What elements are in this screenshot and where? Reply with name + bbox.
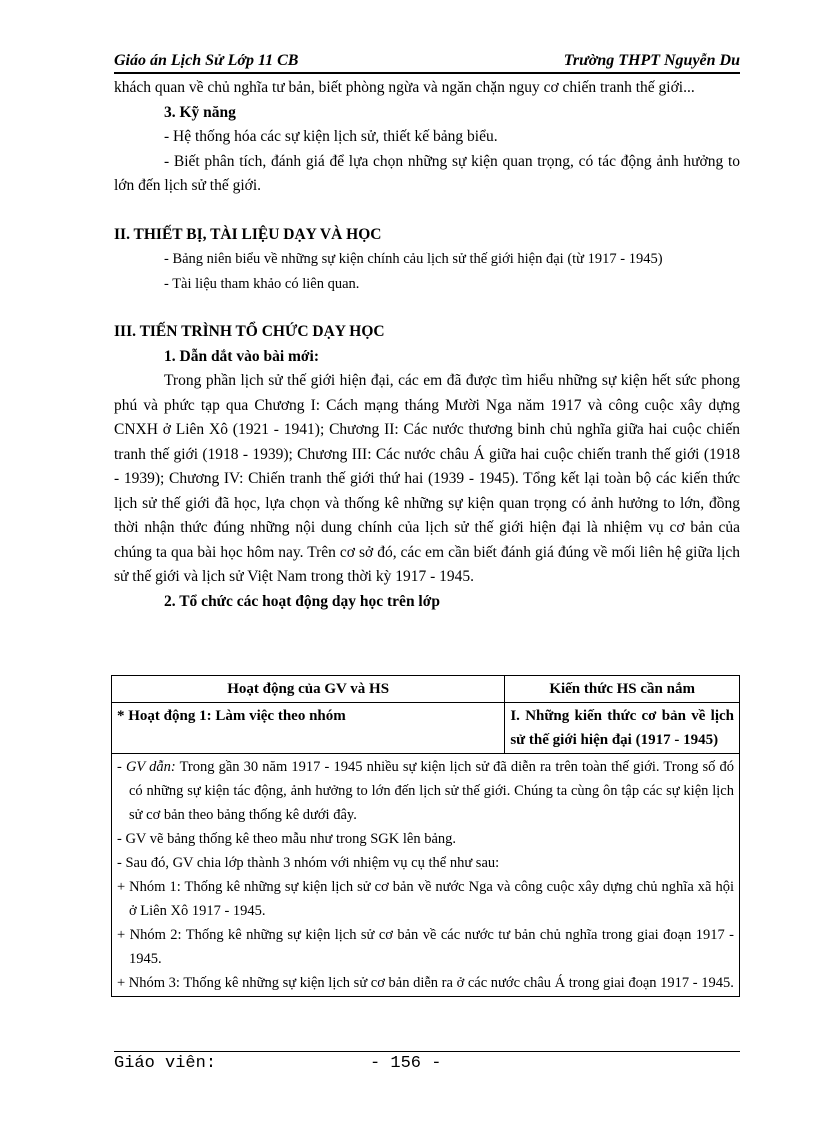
lead-in-text: Trong phần lịch sử thế giới hiện đại, các em đã được tìm hiểu những sự kiện hết sức phong phú và phức tạp qua Chương I: Cách mạng tháng Mười Nga năm 1917 và công cuộc xây dựng CNXH ở Liên Xô (1921 - 1941); Chương II: Các nước thương binh chủ nghĩa giữa hai cuộc chiến tranh thế giới (1918 - 1939); Chương III: Các nước châu Á giữa hai cuộc chiến tranh thế giới (1918 - 1939); Chương IV: Chiến tranh thế giới thứ hai (1939 - 1945). Tổng kết lại toàn bộ các kiến thức lịch sử thế giới đã học, lựa chọn và thống kê những sự kiện quan trọng có ảnh hưởng to lớn, đồng thời nhận thức đúng những nội dung chính của lịch sử thế giới hiện đại là nhiệm vụ cơ bản của chúng ta qua bài học hôm nay. Trên cơ sở đó, các em cần biết đánh giá đúng về mối liên hệ giữa lịch sử thế giới và lịch sử Việt Nam trong thời kỳ 1917 - 1945. bbox=[114, 372, 740, 585]
table-row bbox=[112, 754, 740, 997]
list-item: - GV vẽ bảng thống kê theo mẫu như trong SGK lên bảng. bbox=[117, 831, 457, 847]
gv-intro-line: - GV dẫn: Trong gần 30 năm 1917 - 1945 nhiều sự kiện lịch sử đã diễn ra trên toàn thế giới. Trong số đó có những sự kiện tác động, ảnh hưởng to lớn đến lịch sử thế giới. Chúng ta cùng ôn tập các sự kiện lịch sử cơ bản theo bảng thống kê dưới đây. bbox=[117, 759, 734, 823]
table-header-knowledge: Kiến thức HS cần nắm bbox=[505, 676, 740, 703]
header-course-title: Giáo án Lịch Sử Lớp 11 CB bbox=[114, 52, 299, 69]
lead-in-heading: 1. Dẫn dắt vào bài mới: bbox=[164, 347, 319, 365]
group-1-task: + Nhóm 1: Thống kê những sự kiện lịch sử cơ bản về nước Nga và công cuộc xây dựng chủ nghĩa xã hội ở Liên Xô 1917 - 1945. bbox=[117, 879, 734, 919]
organization-heading: 2. Tổ chức các hoạt động dạy học trên lớp bbox=[164, 592, 440, 610]
page-number: - 156 - bbox=[370, 1054, 442, 1073]
group-3-task: + Nhóm 3: Thống kê những sự kiện lịch sử cơ bản diễn ra ở các nước châu Á trong giai đoạn 1917 - 1945. bbox=[117, 975, 734, 991]
gv-label: GV dẫn: bbox=[125, 759, 176, 775]
equipment-item-1: - Bảng niên biểu về những sự kiện chính cảu lịch sử thế giới hiện đại (từ 1917 - 1945) bbox=[164, 251, 663, 267]
list-item: - Sau đó, GV chia lớp thành 3 nhóm với nhiệm vụ cụ thể như sau: bbox=[117, 855, 500, 871]
equipment-item-2: - Tài liệu tham khảo có liên quan. bbox=[164, 275, 360, 292]
gv-text: Trong gần 30 năm 1917 - 1945 nhiều sự kiện lịch sử đã diễn ra trên toàn thế giới. Trong số đó có những sự kiện tác động, ảnh hưởng to lớn đến lịch sử thế giới. Chúng ta cùng ôn tập các sự kiện lịch sử cơ bản theo bảng thống kê dưới đây. bbox=[129, 759, 734, 823]
table-header-row bbox=[112, 676, 740, 703]
activity-details-cell bbox=[112, 754, 740, 997]
section-2-heading: II. THIẾT BỊ, TÀI LIỆU DẠY VÀ HỌC bbox=[114, 225, 382, 243]
footer-teacher-label: Giáo viên: bbox=[114, 1054, 217, 1073]
footer-divider bbox=[114, 1051, 740, 1052]
document-body bbox=[114, 76, 740, 614]
section-3-heading: III. TIẾN TRÌNH TỔ CHỨC DẠY HỌC bbox=[114, 323, 385, 340]
header-school-name: Trường THPT Nguyễn Du bbox=[563, 52, 740, 69]
skill-item-2: - Biết phân tích, đánh giá để lựa chọn những sự kiện quan trọng, có tác động ảnh hưởng to lớn đến lịch sử thế giới. bbox=[114, 152, 740, 194]
intro-continuation: khách quan về chủ nghĩa tư bản, biết phòng ngừa và ngăn chặn nguy cơ chiến tranh thế giới... bbox=[114, 79, 695, 96]
group-2-task: + Nhóm 2: Thống kê những sự kiện lịch sử cơ bản về các nước tư bản chủ nghĩa trong giai đoạn 1917 - 1945. bbox=[117, 927, 734, 967]
skills-heading: 3. Kỹ năng bbox=[164, 103, 236, 121]
table-row bbox=[112, 703, 740, 754]
page-header bbox=[114, 52, 740, 74]
knowledge-1-cell: I. Những kiến thức cơ bản về lịch sử thế giới hiện đại (1917 - 1945) bbox=[505, 703, 740, 754]
table-header-activities: Hoạt động của GV và HS bbox=[112, 676, 505, 703]
activity-1-cell: * Hoạt động 1: Làm việc theo nhóm bbox=[112, 703, 505, 754]
lesson-plan-table bbox=[111, 675, 740, 997]
skill-item-1: - Hệ thống hóa các sự kiện lịch sử, thiết kế bảng biểu. bbox=[164, 128, 498, 145]
